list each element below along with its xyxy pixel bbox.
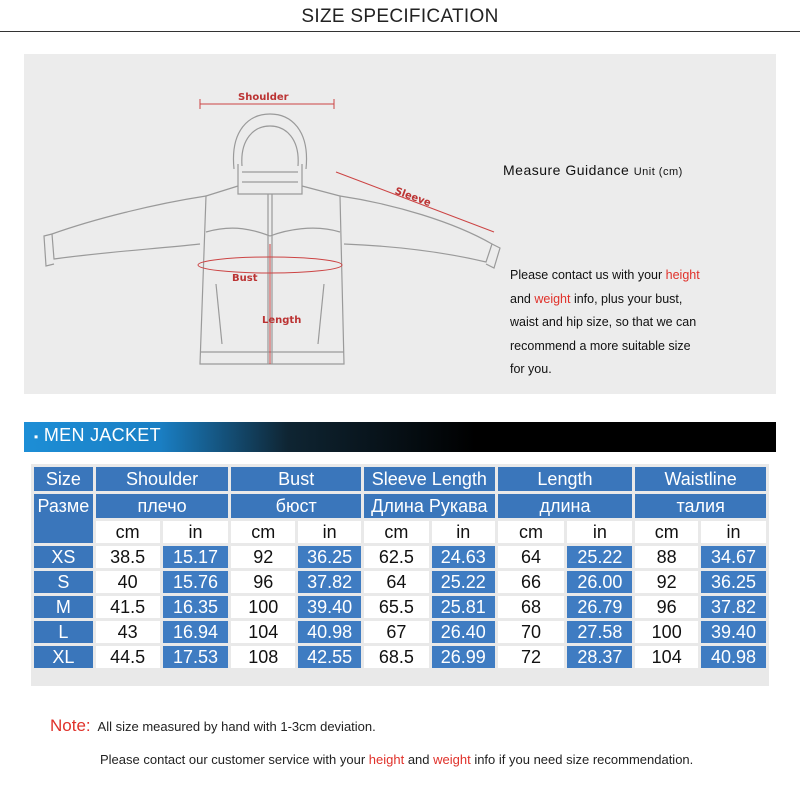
- unit-cell: in: [701, 521, 766, 543]
- value-cell: 25.22: [432, 571, 495, 593]
- size-cell: S: [34, 571, 93, 593]
- table-row: [34, 646, 766, 668]
- value-cell: 42.55: [298, 646, 361, 668]
- size-cell: XS: [34, 546, 93, 568]
- col-shoulder: Shoulder: [96, 467, 229, 491]
- value-cell: 100: [635, 621, 698, 643]
- value-cell: 41.5: [96, 596, 160, 618]
- value-cell: 64: [498, 546, 565, 568]
- value-cell: 26.00: [567, 571, 632, 593]
- value-cell: 68: [498, 596, 565, 618]
- title-divider: [0, 31, 800, 32]
- square-bullet-icon: ▪: [34, 429, 39, 444]
- value-cell: 68.5: [364, 646, 429, 668]
- value-cell: 96: [231, 571, 295, 593]
- value-cell: 40: [96, 571, 160, 593]
- value-cell: 26.79: [567, 596, 632, 618]
- measure-guide-panel: [24, 54, 776, 394]
- banner-label: MEN JACKET: [43, 425, 161, 445]
- measure-guidance-title: Measure Guidance Unit (cm): [503, 162, 683, 178]
- col-waist: Waistline: [635, 467, 766, 491]
- men-jacket-banner: [24, 422, 776, 452]
- bust-label: Bust: [232, 273, 258, 284]
- value-cell: 27.58: [567, 621, 632, 643]
- value-cell: 15.76: [163, 571, 229, 593]
- col-size-ru: Разме: [34, 494, 93, 543]
- size-table-container: [31, 464, 769, 686]
- value-cell: 37.82: [701, 596, 766, 618]
- sleeve-label: Sleeve: [393, 185, 433, 210]
- size-cell: L: [34, 621, 93, 643]
- value-cell: 37.82: [298, 571, 361, 593]
- unit-cell: in: [567, 521, 632, 543]
- note-text: All size measured by hand with 1-3cm deviation.: [97, 719, 376, 734]
- unit-cell: cm: [96, 521, 160, 543]
- table-row: [34, 596, 766, 618]
- size-table: [31, 464, 769, 671]
- value-cell: 26.99: [432, 646, 495, 668]
- page-title: SIZE SPECIFICATION: [0, 6, 800, 28]
- col-length-ru: длина: [498, 494, 633, 518]
- value-cell: 25.22: [567, 546, 632, 568]
- header-row-ru: [34, 494, 766, 518]
- value-cell: 16.35: [163, 596, 229, 618]
- col-size: Size: [34, 467, 93, 491]
- value-cell: 17.53: [163, 646, 229, 668]
- value-cell: 44.5: [96, 646, 160, 668]
- value-cell: 65.5: [364, 596, 429, 618]
- unit-cell: in: [298, 521, 361, 543]
- col-bust: Bust: [231, 467, 361, 491]
- value-cell: 40.98: [298, 621, 361, 643]
- shoulder-label: Shoulder: [238, 92, 289, 103]
- unit-label: Unit (cm): [633, 166, 683, 178]
- value-cell: 43: [96, 621, 160, 643]
- value-cell: 40.98: [701, 646, 766, 668]
- value-cell: 70: [498, 621, 565, 643]
- value-cell: 96: [635, 596, 698, 618]
- value-cell: 39.40: [298, 596, 361, 618]
- size-cell: XL: [34, 646, 93, 668]
- note-line: [50, 716, 376, 736]
- unit-cell: cm: [364, 521, 429, 543]
- value-cell: 100: [231, 596, 295, 618]
- value-cell: 39.40: [701, 621, 766, 643]
- contact-guidance-text: Please contact us with your height and weight info, plus your bust, waist and hip size, so that we can recommend a more suitable size for you.: [510, 268, 700, 376]
- size-cell: M: [34, 596, 93, 618]
- value-cell: 16.94: [163, 621, 229, 643]
- value-cell: 92: [635, 571, 698, 593]
- header-row-en: [34, 467, 766, 491]
- value-cell: 38.5: [96, 546, 160, 568]
- note-label: Note:: [50, 716, 91, 735]
- value-cell: 108: [231, 646, 295, 668]
- length-label: Length: [262, 315, 302, 326]
- value-cell: 88: [635, 546, 698, 568]
- value-cell: 62.5: [364, 546, 429, 568]
- unit-cell: in: [163, 521, 229, 543]
- value-cell: 34.67: [701, 546, 766, 568]
- value-cell: 92: [231, 546, 295, 568]
- table-row: [34, 571, 766, 593]
- table-row: [34, 621, 766, 643]
- recommendation-note: Please contact our customer service with your height and weight info if you need size recommendation.: [100, 752, 694, 767]
- value-cell: 15.17: [163, 546, 229, 568]
- col-sleeve: Sleeve Length: [364, 467, 495, 491]
- unit-cell: cm: [231, 521, 295, 543]
- unit-cell: cm: [635, 521, 698, 543]
- table-row: [34, 546, 766, 568]
- value-cell: 36.25: [298, 546, 361, 568]
- unit-cell: in: [432, 521, 495, 543]
- unit-cell: cm: [498, 521, 565, 543]
- value-cell: 66: [498, 571, 565, 593]
- value-cell: 25.81: [432, 596, 495, 618]
- value-cell: 104: [635, 646, 698, 668]
- value-cell: 36.25: [701, 571, 766, 593]
- value-cell: 28.37: [567, 646, 632, 668]
- value-cell: 64: [364, 571, 429, 593]
- value-cell: 104: [231, 621, 295, 643]
- col-shoulder-ru: плечо: [96, 494, 229, 518]
- value-cell: 24.63: [432, 546, 495, 568]
- col-bust-ru: бюст: [231, 494, 361, 518]
- value-cell: 72: [498, 646, 565, 668]
- units-row: [34, 521, 766, 543]
- col-length: Length: [498, 467, 633, 491]
- col-waist-ru: талия: [635, 494, 766, 518]
- col-sleeve-ru: Длина Рукава: [364, 494, 495, 518]
- value-cell: 26.40: [432, 621, 495, 643]
- value-cell: 67: [364, 621, 429, 643]
